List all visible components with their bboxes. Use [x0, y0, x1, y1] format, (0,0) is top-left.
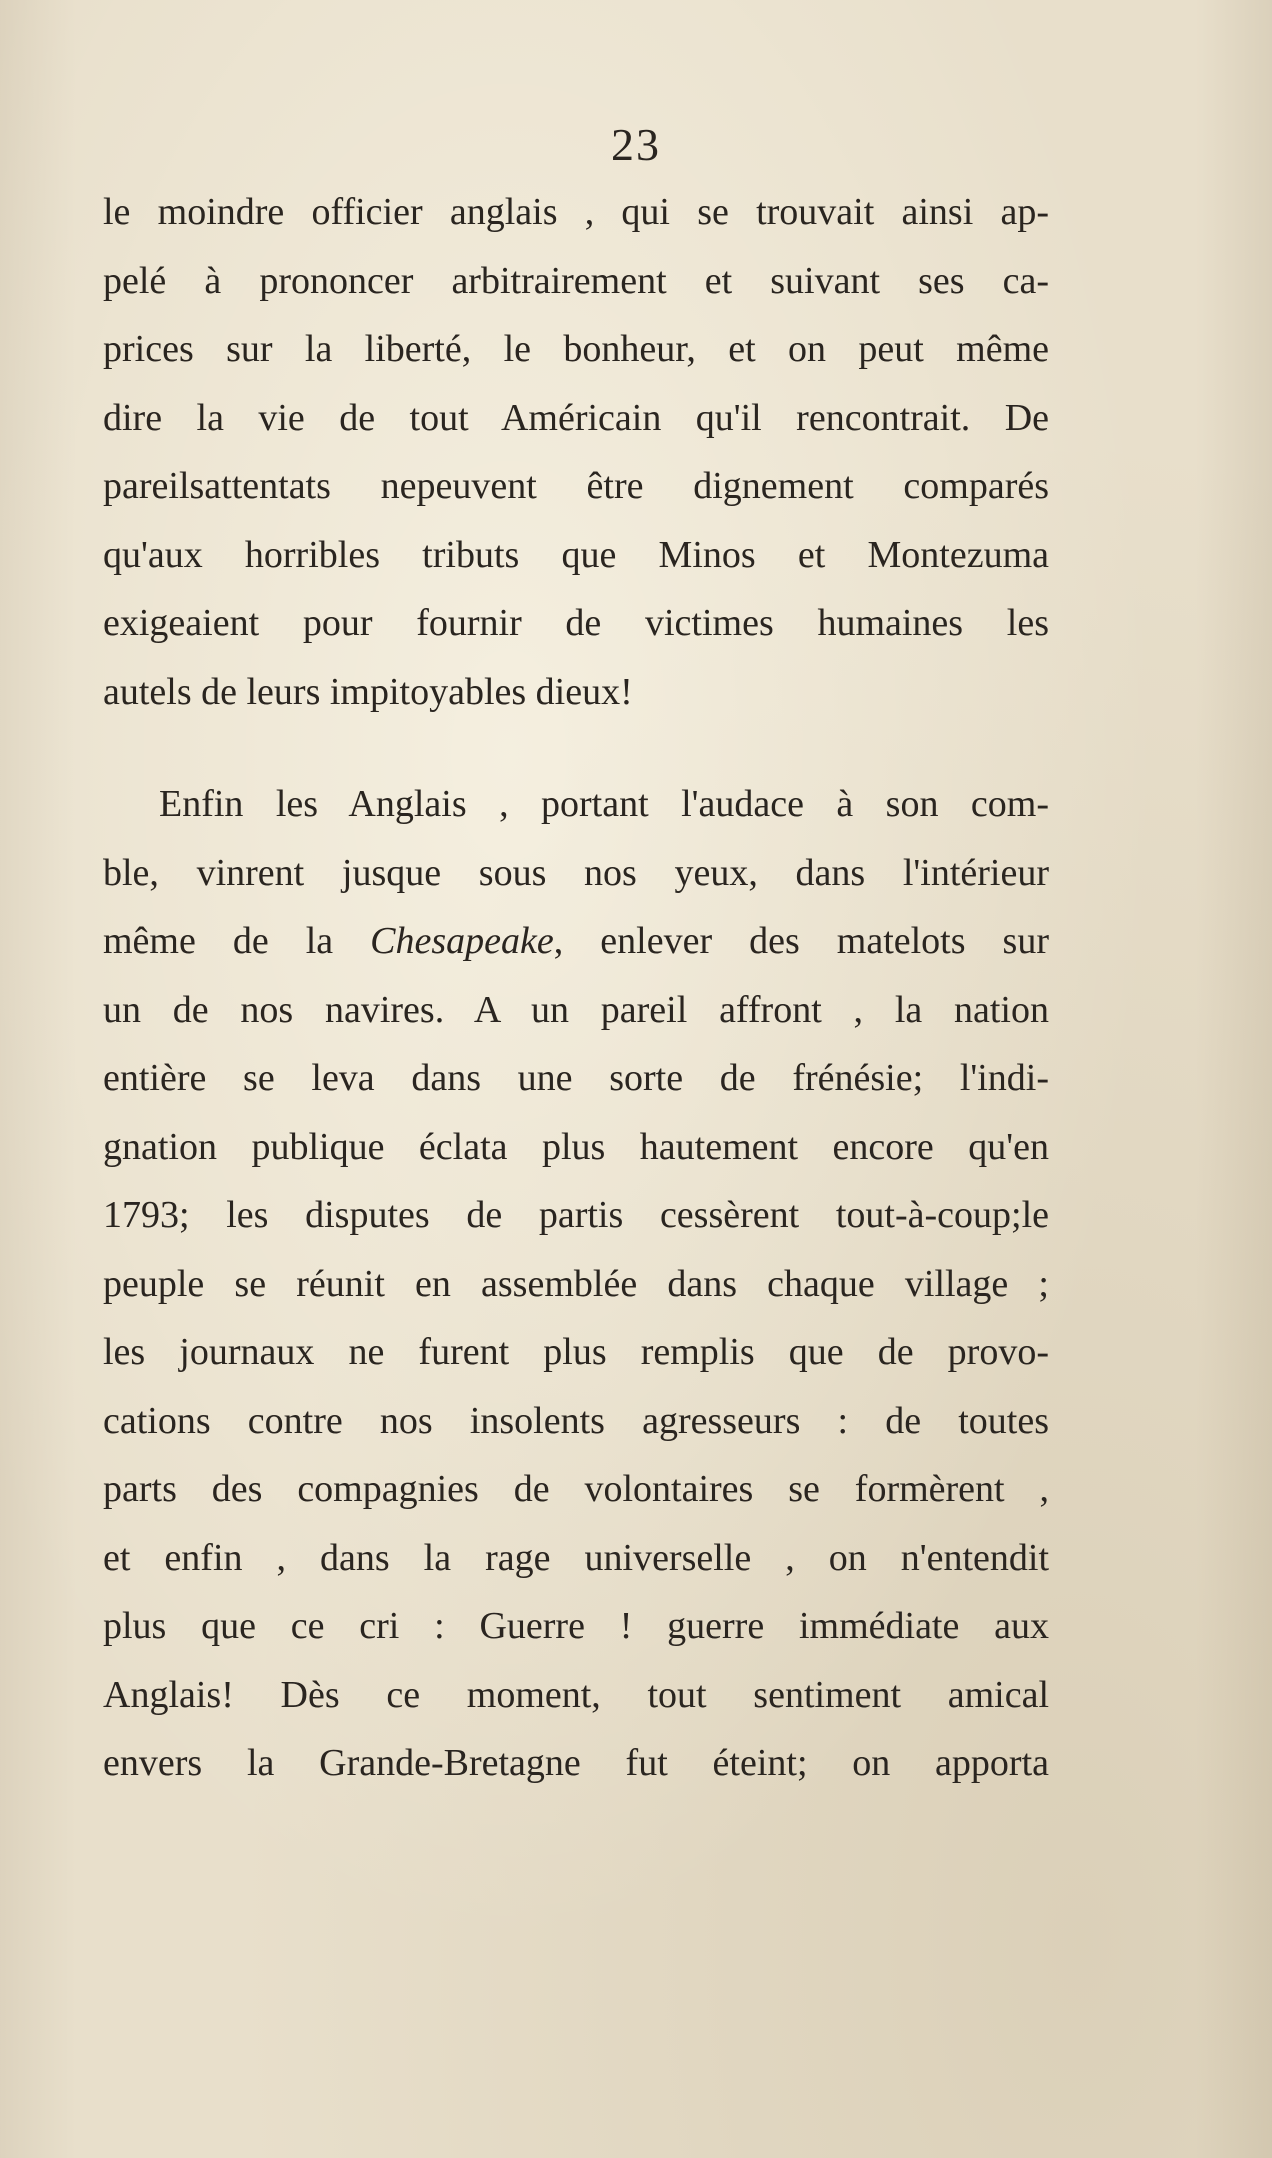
page-number: 23 [611, 119, 661, 170]
text-line: prices sur la liberté, le bonheur, et on peut même [103, 328, 1049, 370]
text-line: un de nos navires. A un pareil affront , la nation [103, 988, 1049, 1031]
text-line: entière se leva dans une sorte de frénésie; l'indi- [103, 1057, 1049, 1099]
text-line: même de la Chesapeake, enlever des matelots sur [103, 920, 1049, 962]
text-line: peuple se réunit en assemblée dans chaque village ; [103, 1262, 1049, 1305]
text-line: exigeaient pour fournir de victimes humaines les [103, 602, 1049, 644]
text-line: 1793; les disputes de partis cessèrent tout-à-coup;le [103, 1194, 1049, 1236]
paragraph-1 [103, 178, 1049, 726]
text-line: les journaux ne furent plus remplis que de provo- [103, 1331, 1049, 1373]
text-line: Enfin les Anglais , portant l'audace à son com- [159, 783, 1049, 825]
text-line: et enfin , dans la rage universelle , on n'entendit [103, 1536, 1049, 1579]
text-line: qu'aux horribles tributs que Minos et Montezuma [103, 533, 1049, 576]
text-line: pelé à prononcer arbitrairement et suivant ses ca- [103, 259, 1049, 302]
text-line: Anglais! Dès ce moment, tout sentiment amical [103, 1673, 1049, 1716]
text-line: ble, vinrent jusque sous nos yeux, dans l'intérieur [103, 851, 1049, 894]
text-line: cations contre nos insolents agresseurs : de toutes [103, 1399, 1049, 1442]
text-line: pareilsattentats nepeuvent être dignement comparés [103, 465, 1049, 507]
text-line: envers la Grande-Bretagne fut éteint; on apporta [103, 1742, 1049, 1784]
text-line: autels de leurs impitoyables dieux! [103, 670, 633, 713]
italic-text: Chesapeake [370, 920, 554, 962]
text-line: parts des compagnies de volontaires se formèrent , [103, 1468, 1049, 1510]
text-line: gnation publique éclata plus hautement encore qu'en [103, 1125, 1049, 1168]
paragraph-2 [103, 770, 1049, 1798]
text-line: dire la vie de tout Américain qu'il rencontrait. De [103, 396, 1049, 439]
text-line: plus que ce cri : Guerre ! guerre immédiate aux [103, 1605, 1049, 1647]
text-line: le moindre officier anglais , qui se trouvait ainsi ap- [103, 191, 1049, 233]
